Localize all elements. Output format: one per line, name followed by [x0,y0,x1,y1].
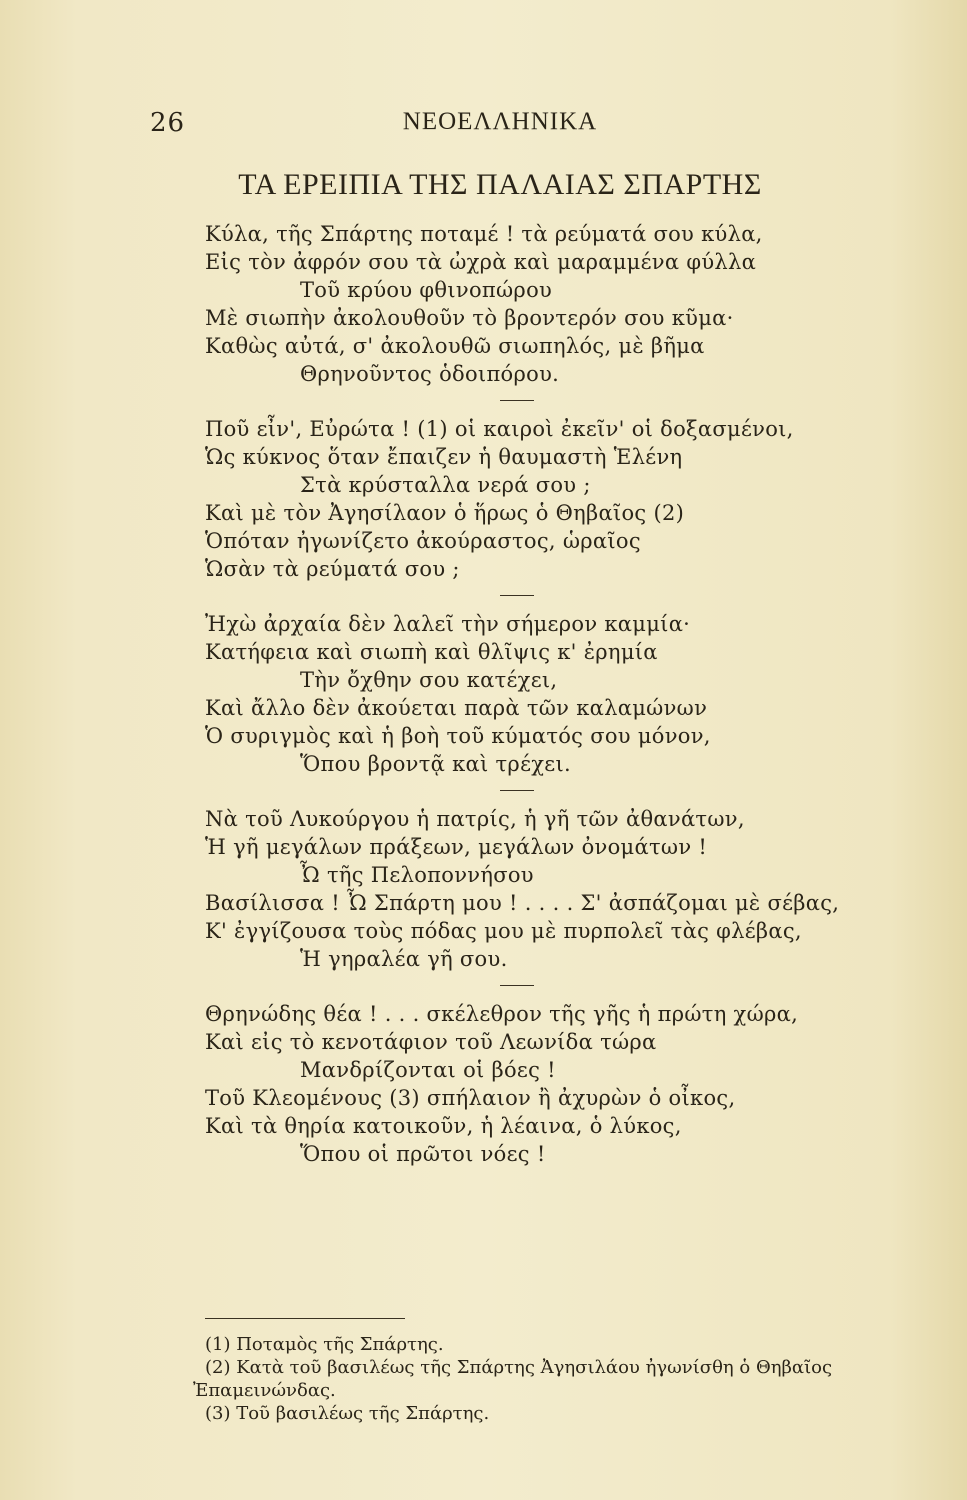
poem-line: Ἡ γῆ μεγάλων πράξεων, μεγάλων ὀνομάτων ! [205,835,708,859]
poem-line: Ὡσὰν τὰ ρεύματά σου ; [205,557,460,581]
poem-line: Καὶ εἰς τὸ κενοτάφιον τοῦ Λεωνίδα τώρα [205,1030,657,1054]
poem-line: Θρηνοῦντος ὁδοιπόρου. [300,362,560,386]
poem-line: Ἡ γηραλέα γῆ σου. [300,947,508,971]
poem-line: Μὲ σιωπὴν ἀκολουθοῦν τὸ βροντερόν σου κῦμα· [205,306,734,330]
footnote: (1) Ποταμὸς τῆς Σπάρτης. [205,1334,444,1355]
poem-line: Νὰ τοῦ Λυκούργου ἡ πατρίς, ἡ γῆ τῶν ἀθανάτων, [205,807,745,831]
poem-body [205,220,840,1180]
poem-line: Μανδρίζονται οἱ βόες ! [300,1058,556,1082]
stanza [205,415,830,583]
stanza [205,610,830,778]
poem-line: Κ' ἐγγίζουσα τοὺς πόδας μου μὲ πυρπολεῖ τὰς φλέβας, [205,919,802,943]
poem-line: Ὁπόταν ἠγωνίζετο ἀκούραστος, ὡραῖος [205,529,641,553]
poem-line: Κατήφεια καὶ σιωπὴ καὶ θλῖψις κ' ἐρημία [205,640,658,664]
stanza-separator [500,985,534,986]
poem-line: Ὦ τῆς Πελοποννήσου [300,863,534,887]
footnote: Ἐπαμεινώνδας. [193,1380,336,1401]
poem-line: Ὅπου βροντᾷ καὶ τρέχει. [300,752,571,776]
poem-line: Τοῦ Κλεομένους (3) σπήλαιον ἢ ἀχυρὼν ὁ οἶκος, [205,1086,736,1110]
page-header [150,108,850,148]
page-number: 26 [150,108,186,138]
poem-line: Θρηνώδης θέα ! . . . σκέλεθρον τῆς γῆς ἡ πρώτη χώρα, [205,1002,799,1026]
stanza [205,220,830,388]
stanza [205,805,840,973]
poem-line: Καθὼς αὐτά, σ' ἀκολουθῶ σιωπηλός, μὲ βῆμα [205,334,705,358]
footnote: (3) Τοῦ βασιλέως τῆς Σπάρτης. [205,1403,490,1424]
poem-line: Ἠχὼ ἀρχαία δὲν λαλεῖ τὴν σήμερον καμμία· [205,612,691,636]
poem-line: Ποῦ εἶν', Εὐρώτα ! (1) οἱ καιροὶ ἐκεῖν' οἱ δοξασμένοι, [205,417,794,441]
stanza-separator [500,790,534,791]
poem-line: Ὅπου οἱ πρῶτοι νόες ! [300,1142,546,1166]
poem-line: Κύλα, τῆς Σπάρτης ποταμέ ! τὰ ρεύματά σου κύλα, [205,222,763,246]
poem-title: ΤΑ ΕΡΕΙΠΙΑ ΤΗΣ ΠΑΛΑΙΑΣ ΣΠΑΡΤΗΣ [238,168,762,201]
poem-line: Στὰ κρύσταλλα νερά σου ; [300,473,591,497]
stanza [205,1000,830,1168]
poem-line: Τὴν ὄχθην σου κατέχει, [300,668,558,692]
poem-line: Καὶ ἄλλο δὲν ἀκούεται παρὰ τῶν καλαμώνων [205,696,708,720]
poem-line: Ὁ συριγμὸς καὶ ἡ βοὴ τοῦ κύματός σου μόνον, [205,724,711,748]
stanza-separator [500,400,534,401]
poem-line: Καὶ τὰ θηρία κατοικοῦν, ἡ λέαινα, ὁ λύκος, [205,1114,682,1138]
poem-line: Βασίλισσα ! Ὦ Σπάρτη μου ! . . . . Σ' ἀσπάζομαι μὲ σέβας, [205,891,840,915]
poem-line: Εἰς τὸν ἀφρόν σου τὰ ὠχρὰ καὶ μαραμμένα φύλλα [205,250,757,274]
footnotes [193,1318,833,1425]
poem-line: Τοῦ κρύου φθινοπώρου [300,278,553,302]
poem-line: Ὡς κύκνος ὅταν ἔπαιζεν ἡ θαυμαστὴ Ἑλένη [205,445,683,469]
poem-line: Καὶ μὲ τὸν Ἀγησίλαον ὁ ἥρως ὁ Θηβαῖος (2) [205,501,685,525]
footnote-rule [205,1318,405,1319]
stanza-separator [500,595,534,596]
running-title: ΝΕΟΕΛΛΗΝΙΚΑ [402,108,598,135]
footnote: (2) Κατὰ τοῦ βασιλέως τῆς Σπάρτης Ἀγησιλάου ἠγωνίσθη ὁ Θηβαῖος [205,1357,833,1378]
